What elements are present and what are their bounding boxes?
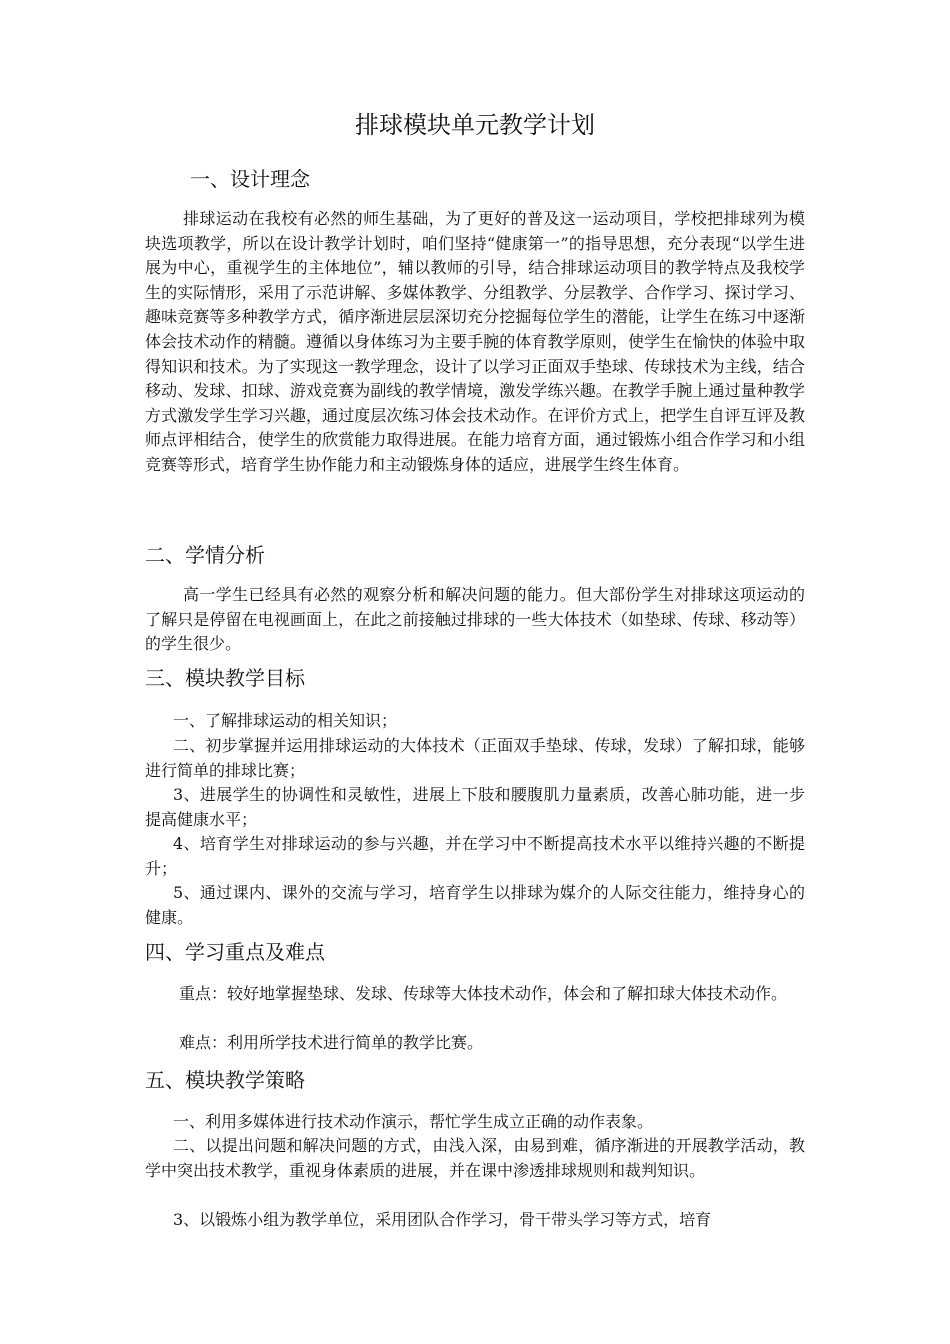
goal-item: 4、培育学生对排球运动的参与兴趣，并在学习中不断提高技术水平以维持兴趣的不断提升； xyxy=(145,834,805,878)
goal-item: 二、初步掌握并运用排球运动的大体技术（正面双手垫球、传球，发球）了解扣球，能够进行简单的排球比赛； xyxy=(145,736,805,780)
section-heading-student-analysis: 二、学情分析 xyxy=(145,543,265,567)
difficulty-point: 难点：利用所学技术进行简单的教学比赛。 xyxy=(179,1033,484,1052)
goal-item: 3、进展学生的协调性和灵敏性，进展上下肢和腰腹肌力量素质，改善心肺功能，进一步提高健康水平； xyxy=(145,785,805,829)
key-point: 重点：较好地掌握垫球、发球、传球等大体技术动作，体会和了解扣球大体技术动作。 xyxy=(179,984,788,1003)
section-heading-key-points: 四、学习重点及难点 xyxy=(145,940,325,964)
strategy-item: 3、以锻炼小组为教学单位，采用团队合作学习，骨干带头学习等方式，培育 xyxy=(173,1210,712,1229)
goal-item: 5、通过课内、课外的交流与学习，培育学生以排球为媒介的人际交往能力，维持身心的健康。 xyxy=(145,883,805,927)
section-heading-design-concept: 一、设计理念 xyxy=(190,167,310,191)
document-title: 排球模块单元教学计划 xyxy=(355,111,595,139)
section-heading-teaching-goals: 三、模块教学目标 xyxy=(145,666,305,690)
section-heading-teaching-strategy: 五、模块教学策略 xyxy=(145,1068,305,1092)
section-paragraph: 高一学生已经具有必然的观察分析和解决问题的能力。但大部份学生对排球这项运动的了解只是停留在电视画面上，在此之前接触过排球的一些大体技术（如垫球、传球、移动等）的学生很少。 xyxy=(145,585,805,654)
section-paragraph: 排球运动在我校有必然的师生基础，为了更好的普及这一运动项目，学校把排球列为模块选项教学，所以在设计教学计划时，咱们坚持“健康第一”的指导思想，充分表现“以学生进展为中心，重视学生的主体地位”，辅以教师的引导，结合排球运动项目的教学特点及我校学生的实际情形，采用了示范讲解、多媒体教学、分组教学、分层教学、合作学习、探讨学习、趣味竞赛等多种教学方式，循序渐进层层深切充分挖掘每位学生的潜能，让学生在练习中逐渐体会技术动作的精髓。遵循以身体练习为主要手腕的体育教学原则，使学生在愉快的体验中取得知识和技术。为了实现这一教学理念，设计了以学习正面双手垫球、传球技术为主线，结合移动、发球、扣球、游戏竞赛为副线的教学情境，激发学练兴趣。在教学手腕上通过量种教学方式激发学生学习兴趣，通过度层次练习体会技术动作。在评价方式上，把学生自评互评及教师点评相结合，使学生的欣赏能力取得进展。在能力培育方面，通过锻炼小组合作学习和小组竞赛等形式，培育学生协作能力和主动锻炼身体的适应，进展学生终生体育。 xyxy=(145,209,805,474)
goal-item: 一、了解排球运动的相关知识； xyxy=(173,711,398,730)
strategy-item: 一、利用多媒体进行技术动作演示，帮忙学生成立正确的动作表象。 xyxy=(173,1112,654,1131)
strategy-item: 二、以提出问题和解决问题的方式，由浅入深，由易到难，循序渐进的开展教学活动，教学中突出技术教学，重视身体素质的进展，并在课中渗透排球规则和裁判知识。 xyxy=(145,1136,805,1180)
